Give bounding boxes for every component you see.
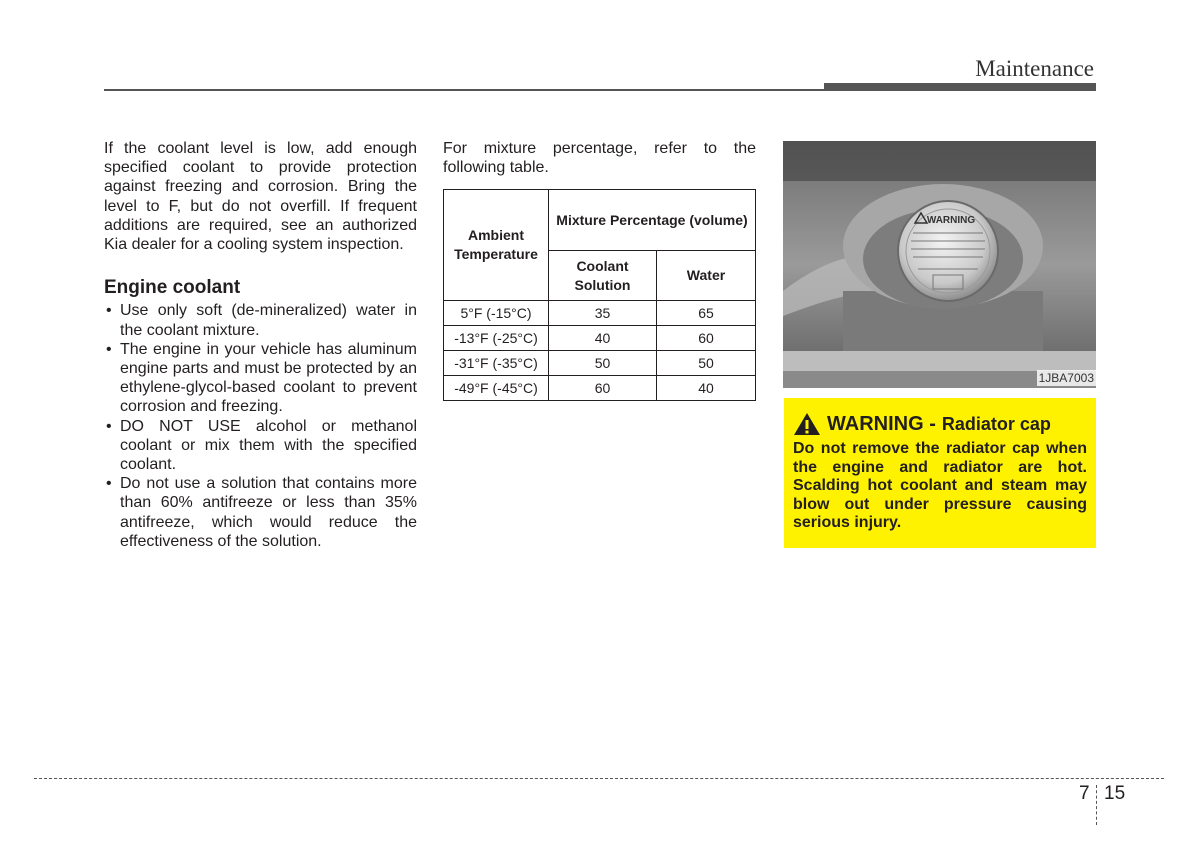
cell-coolant: 50 (549, 351, 657, 376)
table-row (444, 301, 756, 326)
warning-box (784, 398, 1096, 548)
photo-id: 1JBA7003 (1038, 371, 1094, 385)
coolant-intro-paragraph: If the coolant level is low, add enough specified coolant to provide protection against freezing and corrosion. Bring the level to F, but do not overfill. If frequent additions are required, see an authorized Kia dealer for a cooling system inspection. (104, 140, 417, 254)
cell-temperature: 5°F (-15°C) (444, 301, 549, 326)
table-row (444, 351, 756, 376)
radiator-cap-photo (783, 141, 1096, 388)
warning-triangle-icon (793, 412, 821, 436)
cell-coolant: 60 (549, 376, 657, 401)
header-water: Water (657, 251, 756, 301)
radiator-cap-illustration (783, 141, 1096, 388)
cell-temperature: -13°F (-25°C) (444, 326, 549, 351)
mixture-intro-paragraph: For mixture percentage, refer to the following table. (443, 140, 756, 177)
list-item: • Do not use a solution that contains more than 60% antifreeze or less than 35% antifreeze, which would reduce the effectiveness of the solution. (104, 474, 417, 551)
middle-column (443, 139, 756, 401)
cell-coolant: 40 (549, 326, 657, 351)
warning-subject: Radiator cap (941, 413, 1051, 434)
cell-temperature: -31°F (-35°C) (444, 351, 549, 376)
header-coolant-solution: Coolant Solution (549, 251, 657, 301)
warning-text: Do not remove the radiator cap when the engine and radiator are hot. Scalding hot coolant and steam may blow out under pressure causing serious injury. (793, 440, 1087, 532)
chapter-number: 7 (1079, 783, 1090, 804)
engine-coolant-list (104, 301, 417, 551)
header-mixture-percentage: Mixture Percentage (volume) (549, 190, 756, 251)
header-ambient-temperature: Ambient Temperature (444, 190, 549, 301)
list-item: • Use only soft (de-mineralized) water in the coolant mixture. (104, 301, 417, 339)
footer-divider (1096, 785, 1097, 825)
cell-coolant: 35 (549, 301, 657, 326)
footer-rule (34, 778, 1164, 779)
mixture-table (443, 189, 756, 401)
cell-water: 50 (657, 351, 756, 376)
left-column (104, 139, 417, 551)
cell-water: 65 (657, 301, 756, 326)
list-item: • The engine in your vehicle has aluminum engine parts and must be protected by an ethylene-glycol-based coolant to prevent corrosion and freezing. (104, 340, 417, 417)
table-row (444, 326, 756, 351)
cell-water: 40 (657, 376, 756, 401)
page-section-title: Maintenance (975, 56, 1094, 81)
warning-title (793, 412, 1087, 436)
warning-label: WARNING - (827, 412, 936, 435)
table-row (444, 376, 756, 401)
page-number: 15 (1104, 783, 1126, 804)
header-rule-bar (824, 83, 1096, 91)
header-rule (104, 89, 824, 91)
list-item: • DO NOT USE alcohol or methanol coolant or mix them with the specified coolant. (104, 417, 417, 475)
engine-coolant-heading: Engine coolant (104, 277, 241, 299)
cell-water: 60 (657, 326, 756, 351)
cap-warning-label: WARNING (926, 215, 976, 226)
cell-temperature: -49°F (-45°C) (444, 376, 549, 401)
